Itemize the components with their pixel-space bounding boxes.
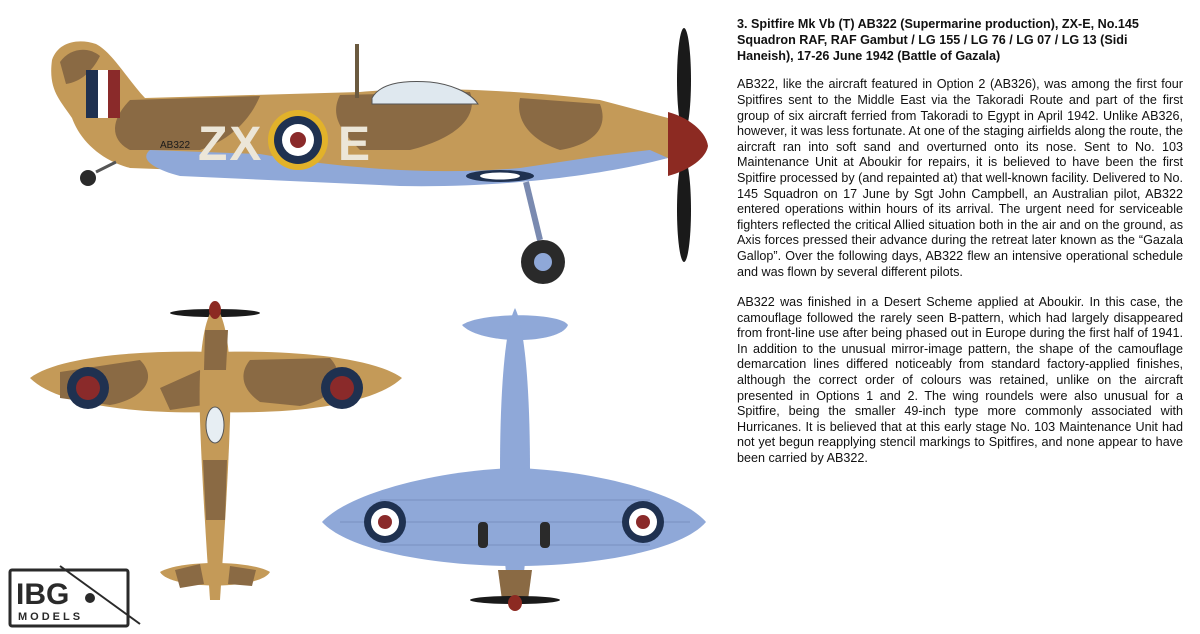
ibg-models-logo (10, 566, 140, 626)
underside-view (322, 308, 706, 611)
history-paragraph: AB322, like the aircraft featured in Option 2 (AB326), was among the first four Spitfires sent to the Middle East via the Takoradi Route and part of the first group of six aircraft ferried from Takoradi to Egypt in April 1942. Unlike AB326, however, it was less fortunate. At one of the staging airfields along the route, the aircraft ran into soft sand and overturned onto its nose. Sent to No. 103 Maintenance Unit at Aboukir for repairs, it is believed to have been the first Spitfire processed by (and repainted at) that well-known facility. Delivered to No. 145 Squadron on 17 June by Sgt John Campbell, an Australian pilot, AB322 entered operations within hours of its arrival. The urgent need for serviceable fighters reflected the critical Allied situation both in the air and on the ground, as Axis forces pressed their advance during the retreat later known as the “Gazala Gallop”. Over the following days, AB322 flew an intensive operational schedule and was flown by several different pilots. (737, 77, 1183, 279)
side-code-left: ZX (198, 118, 264, 171)
option-heading: 3. Spitfire Mk Vb (T) AB322 (Supermarine production), ZX-E, No.145 Squadron RAF, RAF Gambut / LG 155 / LG 76 / LG 07 / LG 13 (Sidi Haneish), 17-26 June 1942 (Battle of Gazala) (737, 17, 1139, 63)
logo-sub-text: MODELS (18, 611, 84, 623)
top-view (30, 301, 402, 600)
side-profile (51, 28, 708, 284)
camouflage-paragraph: AB322 was finished in a Desert Scheme applied at Aboukir. In this case, the camouflage followed the rarely seen B-pattern, which had largely disappeared from front-line use after being phased out in Europe during the first half of 1941. In addition to the unusual mirror-image pattern, the shape of the camouflage demarcation lines differed noticeably from standard factory-applied finishes, although the correct order of colours was retained, unlike on the aircraft presented in Options 1 and 2. The wing roundels were also unusual for a Spitfire, being the smaller 49-inch type more commonly associated with Hurricanes. It is believed that at this early stage No. 103 Maintenance Unit had not yet begun reapplying stencil markings to Spitfires, and none appear to have been carried by AB322. (737, 295, 1183, 466)
side-code-right: E (338, 118, 371, 171)
description-column (737, 17, 1183, 482)
side-serial: AB322 (160, 140, 191, 151)
logo-main-text: IBG (16, 578, 70, 611)
